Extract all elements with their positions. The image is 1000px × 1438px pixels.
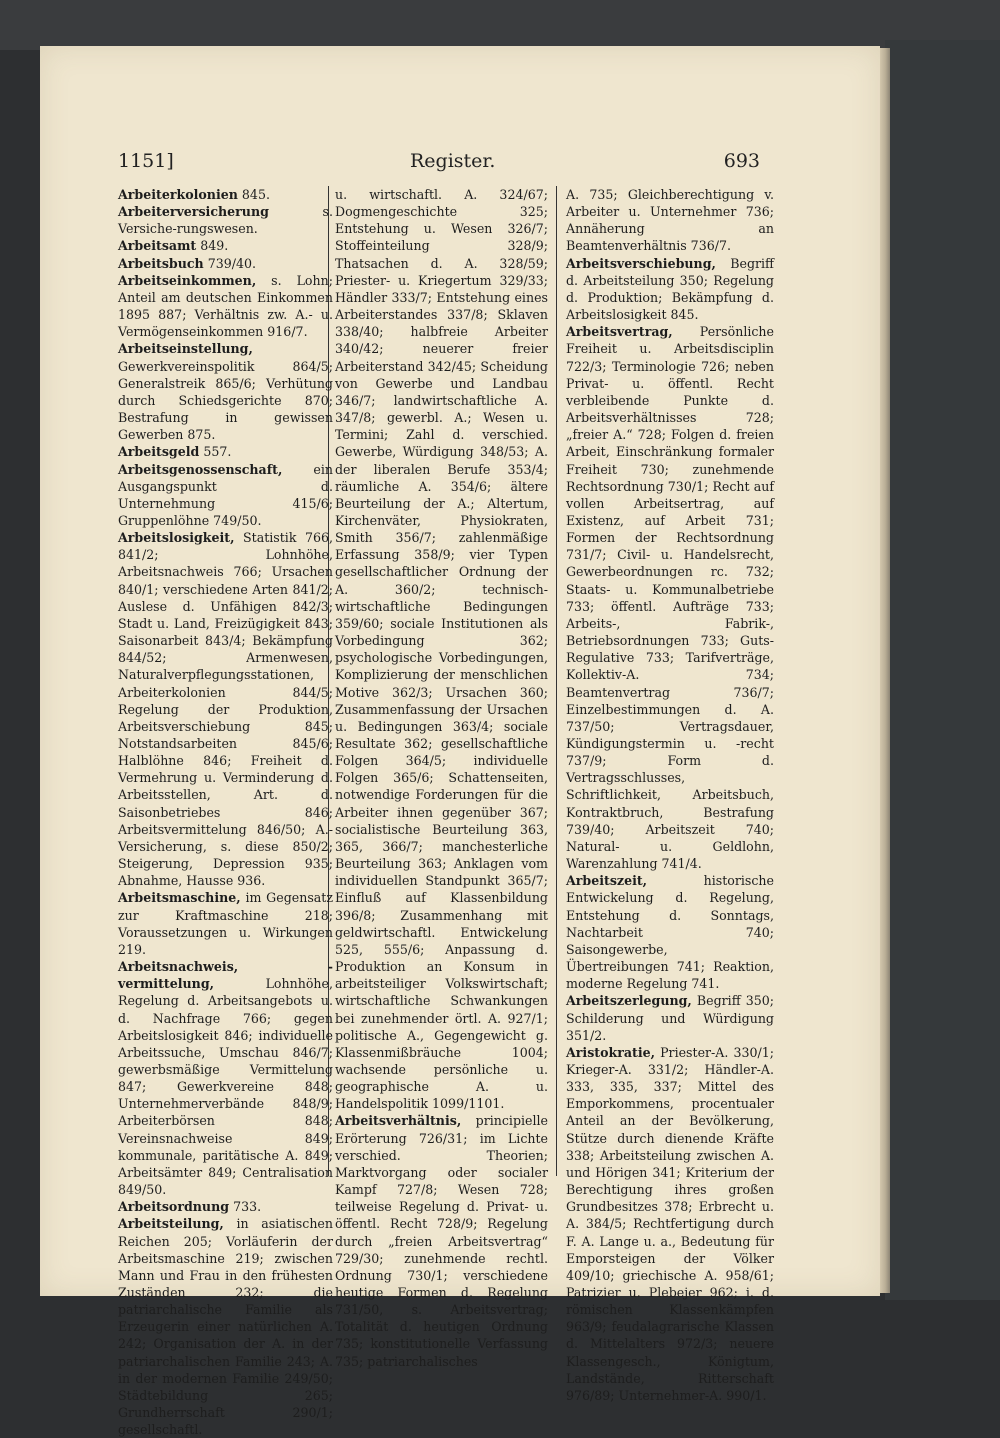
entry-text: 845. xyxy=(241,187,270,202)
entry-heading: Arbeitsnachweis, -vermittelung, xyxy=(118,959,333,992)
entry-text: Priester-A. 330/1; Krieger-A. 331/2; Händler-A. 333, 335, 337; Mittel des Emporkommens, procentualer Anteil an der Bevölkerung, Stütze durch dienende Kräfte 338; Arbeitsteilung zwischen A. und Hörigen 341; Kriterium der Berechtigung ihres großen Grundbesitzes 378; Erbrecht u. A. 384/5; Rechtfertigung durch F. A. Lange u. a., Bedeutung für Emporsteigen der Völker 409/10; griechische A. 958/61; Patrizier u. Plebejer 962; i. d. römischen Klassenkämpfen 963/9; feudalagrarische Klassen d. Mittelalters 972/3; neuere Klassengesch., Königtum, Landstände, Ritterschaft 976/89; Unternehmer-A. 990/1. xyxy=(566,1044,774,1403)
entry-heading: Arbeitsverschiebung, xyxy=(566,255,716,271)
entry-heading: Arbeitszerlegung, xyxy=(566,993,692,1009)
column-divider xyxy=(556,186,557,1176)
entry-heading: Arbeitsgenossenschaft, xyxy=(118,461,283,477)
entry-heading: Arbeitslosigkeit, xyxy=(118,530,235,546)
index-entry xyxy=(118,461,333,530)
entry-text: im Gegensatz zur Kraftmaschine 218; Voraussetzungen u. Wirkungen 219. xyxy=(118,890,333,957)
entry-text: u. wirtschaftl. A. 324/67; Dogmengeschichte 325; Entstehung u. Wesen 326/7; Stoffeinteilung 328/9; Thatsachen d. A. 328/59; Priester- u. Kriegertum 329/33; Händler 333/7; Entstehung eines Arbeiterstandes 337/8; Sklaven 338/40; halbfreie Arbeiter 340/42; neuerer freier Arbeiterstand 342/45; Scheidung von Gewerbe und Landbau 346/7; landwirtschaftliche A. 347/8; gewerbl. A.; Wesen u. Termini; Zahl d. verschied. Gewerbe, Würdigung 348/53; A. der liberalen Berufe 353/4; räumliche A. 354/6; ältere Beurteilung der A.; Altertum, Kirchenväter, Physiokraten, Smith 356/7; zahlenmäßige Erfassung 358/9; vier Typen gesellschaftlicher Ordnung der A. 360/2; technisch-wirtschaftliche Bedingungen 359/60; sociale Institutionen als Vorbedingung 362; psychologische Vorbedingungen, Komplizierung der menschlichen Motive 362/3; Ursachen 360; Zusammenfassung der Ursachen u. Bedingungen 363/4; sociale Resultate 362; gesellschaftliche Folgen 364/5; individuelle Folgen 365/6; Schattenseiten, notwendige Forderungen für die Arbeiter ihnen gegenüber 367; socialistische Beurteilung 363, 365, 366/7; manchesterliche Beurteilung 363; Anklagen vom individuellen Standpunkt 365/7; Einfluß auf Klassenbildung 396/8; Zusammenhang mit geldwirtschaftl. Entwickelung 525, 555/6; Anpassung d. Produktion an Konsum in arbeitsteiliger Volkswirtschaft; wirtschaftliche Schwankungen bei zunehmender örtl. A. 927/1; politische A., Gegengewicht g. Klassenmißbräuche 1004; wachsende persönliche u. geographische A. u. Handelspolitik 1099/1101. xyxy=(335,187,548,1112)
page-header xyxy=(118,150,760,180)
index-column-3 xyxy=(566,186,774,1404)
index-entry xyxy=(118,203,333,237)
entry-heading: Aristokratie, xyxy=(566,1044,656,1060)
entry-heading: Arbeitsverhältnis, xyxy=(335,1113,462,1129)
index-entry xyxy=(566,186,774,255)
entry-text: s. Versiche-rungswesen. xyxy=(118,204,333,237)
entry-heading: Arbeitseinkommen, xyxy=(118,272,257,288)
entry-heading: Arbeitsordnung xyxy=(118,1199,230,1215)
entry-heading: Arbeitseinstellung, xyxy=(118,341,253,357)
entry-heading: Arbeitsvertrag, xyxy=(566,324,673,340)
index-entry xyxy=(566,323,774,872)
header-title: Register. xyxy=(410,150,496,172)
entry-heading: Arbeitsteilung, xyxy=(118,1216,224,1232)
entry-text: Gewerkvereinspolitik 864/5; Generalstreik 865/6; Verhütung durch Schiedsgerichte 870; Bestrafung in gewissen Gewerben 875. xyxy=(118,358,333,443)
entry-text: s. Lohn; Anteil am deutschen Einkommen 1895 887; Verhältnis zw. A.- u. Vermögenseinkommen 916/7. xyxy=(118,272,333,340)
index-entry xyxy=(118,237,333,254)
index-column-2 xyxy=(335,186,548,1370)
entry-text: A. 735; Gleichberechtigung v. Arbeiter u. Unternehmer 736; Annäherung an Beamtenverhältnis 736/7. xyxy=(566,187,774,254)
header-page-ref: 1151] xyxy=(118,150,174,172)
index-entry xyxy=(118,1215,333,1438)
entry-text: principielle Erörterung 726/31; im Lichte verschied. Theorien; Marktvorgang oder socialer Kampf 727/8; Wesen 728; teilweise Regelung d. Privat- u. öffentl. Recht 728/9; Regelung durch „freien Arbeitsvertrag“ 729/30; zunehmende rechtl. Ordnung 730/1; verschiedene heutige Formen d. Regelung 731/50, s. Arbeitsvertrag; Totalität d. heutigen Ordnung 735; konstitutionelle Verfassung 735; patriarchalisches xyxy=(335,1113,548,1369)
entry-heading: Arbeitszeit, xyxy=(566,873,648,889)
entry-heading: Arbeitsgeld xyxy=(118,444,200,460)
index-entry xyxy=(566,255,774,324)
index-entry xyxy=(118,1198,333,1215)
entry-text: ein Ausgangspunkt d. Unternehmung 415/6; Gruppenlöhne 749/50. xyxy=(118,461,333,528)
entry-text: 733. xyxy=(233,1199,262,1215)
index-entry xyxy=(566,992,774,1043)
entry-text: Lohnhöhe, Regelung d. Arbeitsangebots u. d. Nachfrage 766; gegen Arbeitslosigkeit 846; individuelle Arbeitssuche, Umschau 846/7; gewerbsmäßige Vermittelung 847; Gewerkvereine 848; Unternehmerverbände 848/9; Arbeiterbörsen 848; Vereinsnachweise 849; kommunale, paritätische A. 849; Arbeitsämter 849; Centralisation 849/50. xyxy=(118,976,333,1198)
entry-text: historische Entwickelung d. Regelung, Entstehung d. Sonntags, Nachtarbeit 740; Saisongewerbe, Übertreibungen 741; Reaktion, moderne Regelung 741. xyxy=(566,873,774,992)
entry-heading: Arbeitsbuch xyxy=(118,255,204,271)
index-column-1 xyxy=(118,186,333,1438)
header-page-number: 693 xyxy=(723,150,760,172)
index-entry xyxy=(335,186,548,1112)
index-entry xyxy=(118,958,333,1198)
index-entry xyxy=(118,186,333,203)
entry-text: Persönliche Freiheit u. Arbeitsdisciplin 722/3; Terminologie 726; neben Privat- u. öffentl. Recht verbleibende Punkte d. Arbeitsverhältnisses 728; „freier A.“ 728; Folgen d. freien Arbeit, Einschränkung formaler Freiheit 730; zunehmende Rechtsordnung 730/1; Recht auf vollen Arbeitsertrag, auf Existenz, auf Arbeit 731; Formen der Rechtsordnung 731/7; Civil- u. Handelsrecht, Gewerbeordnungen rc. 732; Staats- u. Kommunalbetriebe 733; öffentl. Aufträge 733; Arbeits-, Fabrik-, Betriebsordnungen 733; Guts-Regulative 733; Tarifverträge, Kollektiv-A. 734; Beamtenvertrag 736/7; Einzelbestimmungen d. A. 737/50; Vertragsdauer, Kündigungstermin u. -recht 737/9; Form d. Vertragsschlusses, Schriftlichkeit, Arbeitsbuch, Kontraktbruch, Bestrafung 739/40; Arbeitszeit 740; Natural- u. Geldlohn, Warenzahlung 741/4. xyxy=(566,324,774,872)
entry-text: Begriff 350; Schilderung und Würdigung 351/2. xyxy=(566,993,774,1043)
index-entry xyxy=(118,443,333,460)
entry-heading: Arbeiterversicherung xyxy=(118,204,269,220)
entry-text: Begriff d. Arbeitsteilung 350; Regelung d. Produktion; Bekämpfung d. Arbeitslosigkeit 845. xyxy=(566,255,774,323)
index-entry xyxy=(118,272,333,341)
entry-heading: Arbeitsamt xyxy=(118,238,197,254)
book-cover-edge xyxy=(885,40,1000,1300)
index-entry xyxy=(118,255,333,272)
entry-text: 557. xyxy=(203,444,232,460)
entry-heading: Arbeiterkolonien xyxy=(118,187,238,202)
entry-text: 739/40. xyxy=(207,255,257,271)
entry-text: in asiatischen Reichen 205; Vorläuferin der Arbeitsmaschine 219; zwischen Mann und Frau in den frühesten Zuständen 232; die patriarchalische Familie als Erzeugerin einer natürlichen A. 242; Organisation der A. in der patriarchalischen Familie 243; A. in der modernen Familie 249/50; Städtebildung 265; Grundherrschaft 290/1; gesellschaftl. xyxy=(118,1216,333,1438)
entry-text: 849. xyxy=(200,238,229,254)
index-entry xyxy=(118,889,333,958)
index-entry xyxy=(335,1112,548,1369)
index-entry xyxy=(566,1044,774,1404)
scanner-background-top xyxy=(0,0,1000,50)
index-entry xyxy=(118,529,333,889)
entry-text: Statistik 766, 841/2; Lohnhöhe, Arbeitsnachweis 766; Ursachen 840/1; verschiedene Arten 841/2; Auslese d. Unfähigen 842/3; Stadt u. Land, Freizügigkeit 843; Saisonarbeit 843/4; Bekämpfung 844/52; Armenwesen, Naturalverpflegungsstationen, Arbeiterkolonien 844/5; Regelung der Produktion, Arbeitsverschiebung 845; Notstandsarbeiten 845/6; Halblöhne 846; Freiheit d. Vermehrung u. Verminderung d. Arbeitsstellen, Art. d. Saisonbetriebes 846; Arbeitsvermittelung 846/50; A.-Versicherung, s. diese 850/2; Steigerung, Depression 935; Abnahme, Hausse 936. xyxy=(118,530,333,889)
entry-heading: Arbeitsmaschine, xyxy=(118,890,241,906)
index-entry xyxy=(118,340,333,443)
index-entry xyxy=(566,872,774,992)
